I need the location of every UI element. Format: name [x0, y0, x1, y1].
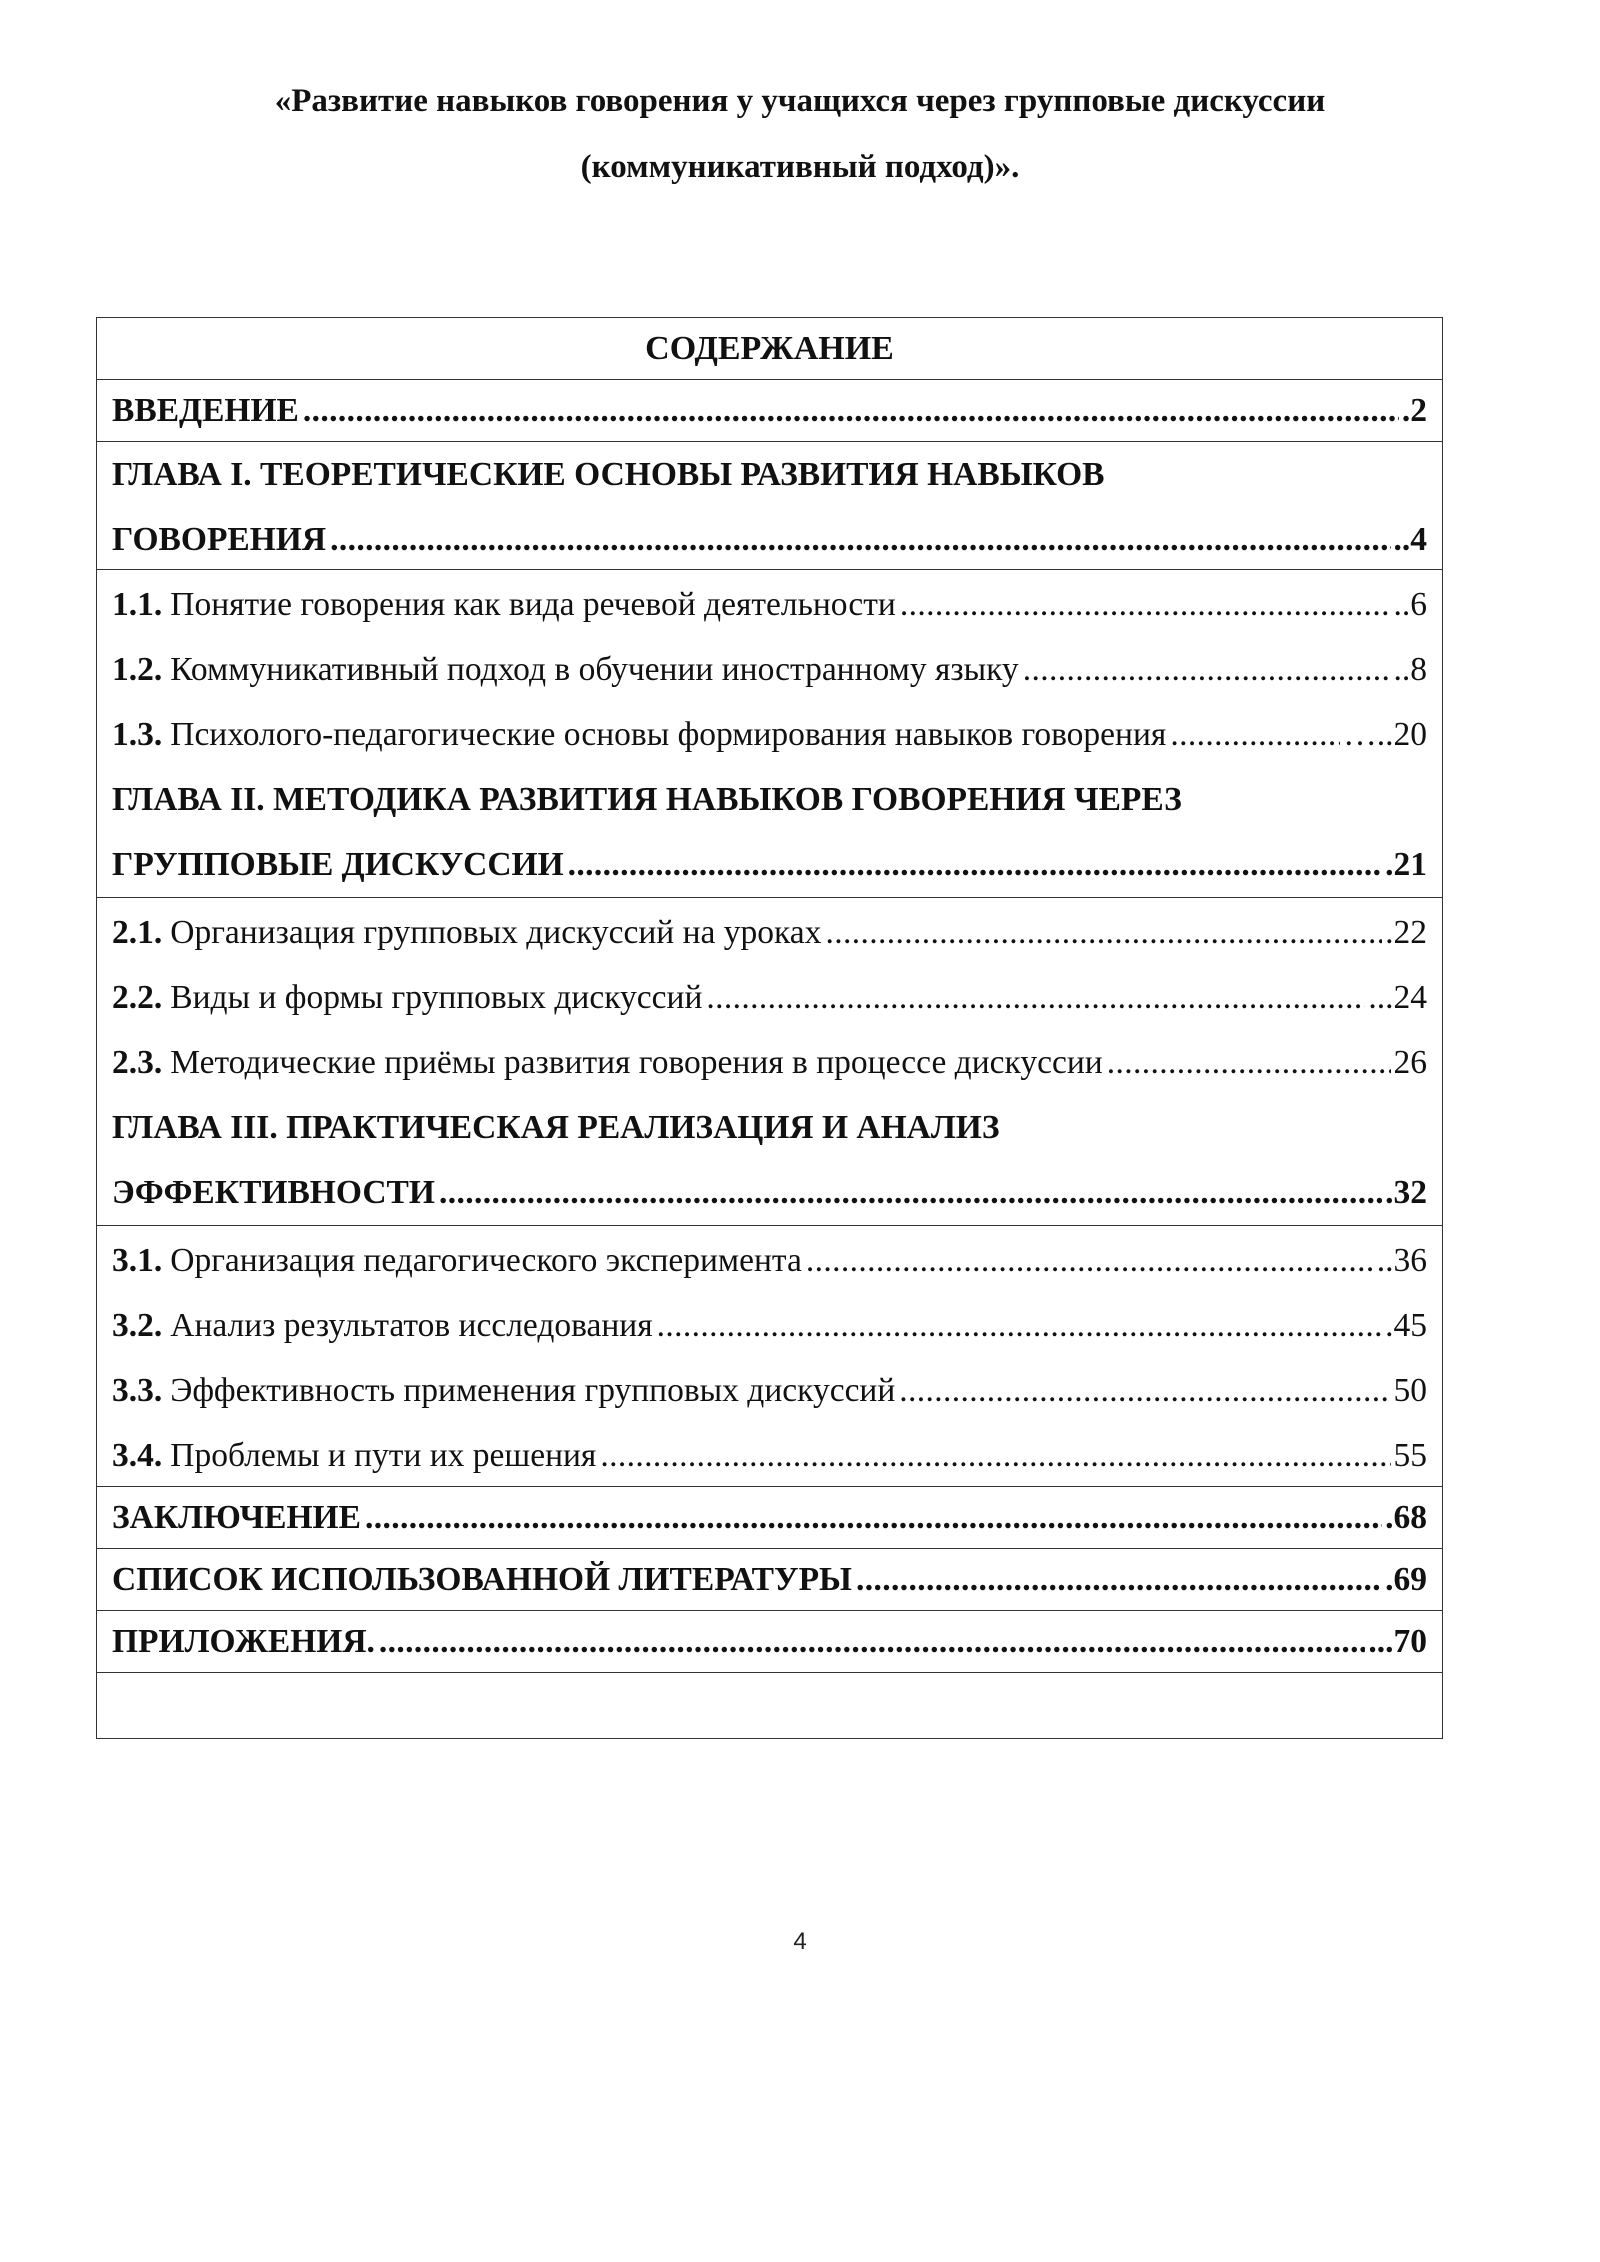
dot-leader	[1166, 702, 1340, 767]
toc-entry-page: .32	[1385, 1174, 1427, 1211]
chapter-1-sections	[97, 570, 1442, 898]
section-number: 3.4.	[112, 1437, 163, 1474]
section-page: ..36	[1376, 1242, 1427, 1279]
toc-entry-section-2-2[interactable]	[112, 965, 1427, 1030]
dot-leader	[1103, 1030, 1391, 1095]
section-page: ..8	[1393, 651, 1427, 688]
section-number: 3.1.	[112, 1242, 163, 1279]
dot-leader	[653, 1293, 1382, 1358]
chapter-title-line: ГЛАВА I. ТЕОРЕТИЧЕСКИЕ ОСНОВЫ РАЗВИТИЯ НАВЫКОВ	[112, 456, 1105, 493]
toc-entry-bibliography[interactable]	[97, 1549, 1442, 1611]
section-number: 1.1.	[112, 586, 163, 623]
section-number: 2.3.	[112, 1044, 163, 1081]
section-page: 55	[1393, 1437, 1427, 1474]
toc-entry-section-3-4[interactable]	[112, 1423, 1427, 1488]
toc-entry-page: .2	[1401, 392, 1427, 429]
chapter-2-sections	[97, 898, 1442, 1226]
toc-entry-appendices[interactable]	[97, 1611, 1442, 1673]
section-title: Анализ результатов исследования	[170, 1307, 653, 1344]
section-title: Виды и формы групповых дискуссий	[170, 979, 703, 1016]
section-page: 50	[1393, 1372, 1427, 1409]
section-title: Организация педагогического эксперимента	[170, 1242, 802, 1279]
toc-entry-page: .68	[1385, 1499, 1427, 1536]
section-title: Понятие говорения как вида речевой деятельности	[170, 586, 896, 623]
section-title: Психолого-педагогические основы формирования навыков говорения	[170, 716, 1167, 753]
toc-entry-section-3-1[interactable]	[112, 1228, 1427, 1293]
toc-heading: СОДЕРЖАНИЕ	[97, 318, 1442, 380]
dot-leader	[596, 1423, 1390, 1488]
chapter-3-title-line[interactable]: ГЛАВА III. ПРАКТИЧЕСКАЯ РЕАЛИЗАЦИЯ И АНАЛИЗ	[112, 1109, 1000, 1146]
section-number: 1.2.	[112, 651, 163, 688]
dot-leader	[361, 1487, 1382, 1548]
title-line-2: (коммуникативный подход)».	[580, 149, 1020, 185]
dot-leader	[299, 380, 1399, 441]
dot-leader	[896, 572, 1391, 637]
section-number: 3.3.	[112, 1372, 163, 1409]
toc-entry-section-2-1[interactable]	[112, 900, 1427, 965]
toc-entry-chapter-1[interactable]	[97, 442, 1442, 570]
chapter-3-title-line-2[interactable]	[112, 1160, 1427, 1225]
section-page: ..6	[1393, 586, 1427, 623]
toc-entry-label: ВВЕДЕНИЕ	[112, 392, 299, 429]
toc-entry-page: .21	[1385, 846, 1427, 883]
section-page: .22	[1385, 914, 1427, 951]
toc-entry-section-3-2[interactable]	[112, 1293, 1427, 1358]
section-page: ...24	[1368, 979, 1427, 1016]
toc-entry-page: .69	[1385, 1561, 1427, 1598]
chapter-2-title-line[interactable]: ГЛАВА II. МЕТОДИКА РАЗВИТИЯ НАВЫКОВ ГОВОРЕНИЯ ЧЕРЕЗ	[112, 781, 1182, 818]
toc-entry-conclusion[interactable]	[97, 1487, 1442, 1549]
toc-entry-label: ЗАКЛЮЧЕНИЕ	[112, 1499, 361, 1536]
dot-leader	[802, 1228, 1374, 1293]
chapter-3-sections	[97, 1226, 1442, 1487]
toc-entry-label: ПРИЛОЖЕНИЯ.	[112, 1623, 375, 1660]
section-title: Организация групповых дискуссий на уроках	[170, 914, 822, 951]
empty-table-row	[97, 1673, 1442, 1738]
toc-entry-section-3-3[interactable]	[112, 1358, 1427, 1423]
table-of-contents	[96, 317, 1443, 1739]
dot-leader	[1019, 637, 1391, 702]
chapter-title-line: ЭФФЕКТИВНОСТИ	[112, 1174, 435, 1211]
dot-leader	[702, 965, 1365, 1030]
toc-entry-section-1-2[interactable]	[112, 637, 1427, 702]
toc-entry-section-1-1[interactable]	[112, 572, 1427, 637]
dot-leader	[852, 1549, 1382, 1610]
section-title: Эффективность применения групповых дискуссий	[170, 1372, 896, 1409]
toc-entry-label: СПИСОК ИСПОЛЬЗОВАННОЙ ЛИТЕРАТУРЫ	[112, 1561, 852, 1598]
chapter-2-title-line-2[interactable]	[112, 832, 1427, 897]
section-title: Методические приёмы развития говорения в процессе дискуссии	[170, 1044, 1103, 1081]
page-number: 4	[793, 1928, 807, 1955]
section-number: 2.2.	[112, 979, 163, 1016]
chapter-title-line: ГРУППОВЫЕ ДИСКУССИИ	[112, 846, 564, 883]
dot-leader	[326, 507, 1390, 572]
section-title: Проблемы и пути их решения	[170, 1437, 597, 1474]
section-page: .45	[1385, 1307, 1427, 1344]
dot-leader	[435, 1160, 1382, 1225]
toc-entry-introduction[interactable]	[97, 380, 1442, 442]
toc-entry-section-2-3[interactable]	[112, 1030, 1427, 1095]
toc-entry-page: ..4	[1393, 521, 1427, 558]
title-line-1: «Развитие навыков говорения у учащихся через групповые дискуссии	[274, 83, 1326, 119]
section-title: Коммуникативный подход в обучении иностранному языку	[170, 651, 1019, 688]
dot-leader	[821, 900, 1382, 965]
dot-leader	[564, 832, 1382, 897]
toc-entry-section-1-3[interactable]	[112, 702, 1427, 767]
section-number: 2.1.	[112, 914, 163, 951]
section-number: 3.2.	[112, 1307, 163, 1344]
dot-leader	[375, 1611, 1365, 1672]
section-page: …..20	[1343, 716, 1427, 753]
chapter-title-line: ГОВОРЕНИЯ	[112, 521, 327, 558]
section-page: 26	[1393, 1044, 1427, 1081]
document-title	[0, 68, 1600, 200]
section-number: 1.3.	[112, 716, 163, 753]
toc-entry-page: ...70	[1368, 1623, 1427, 1660]
dot-leader	[895, 1358, 1390, 1423]
